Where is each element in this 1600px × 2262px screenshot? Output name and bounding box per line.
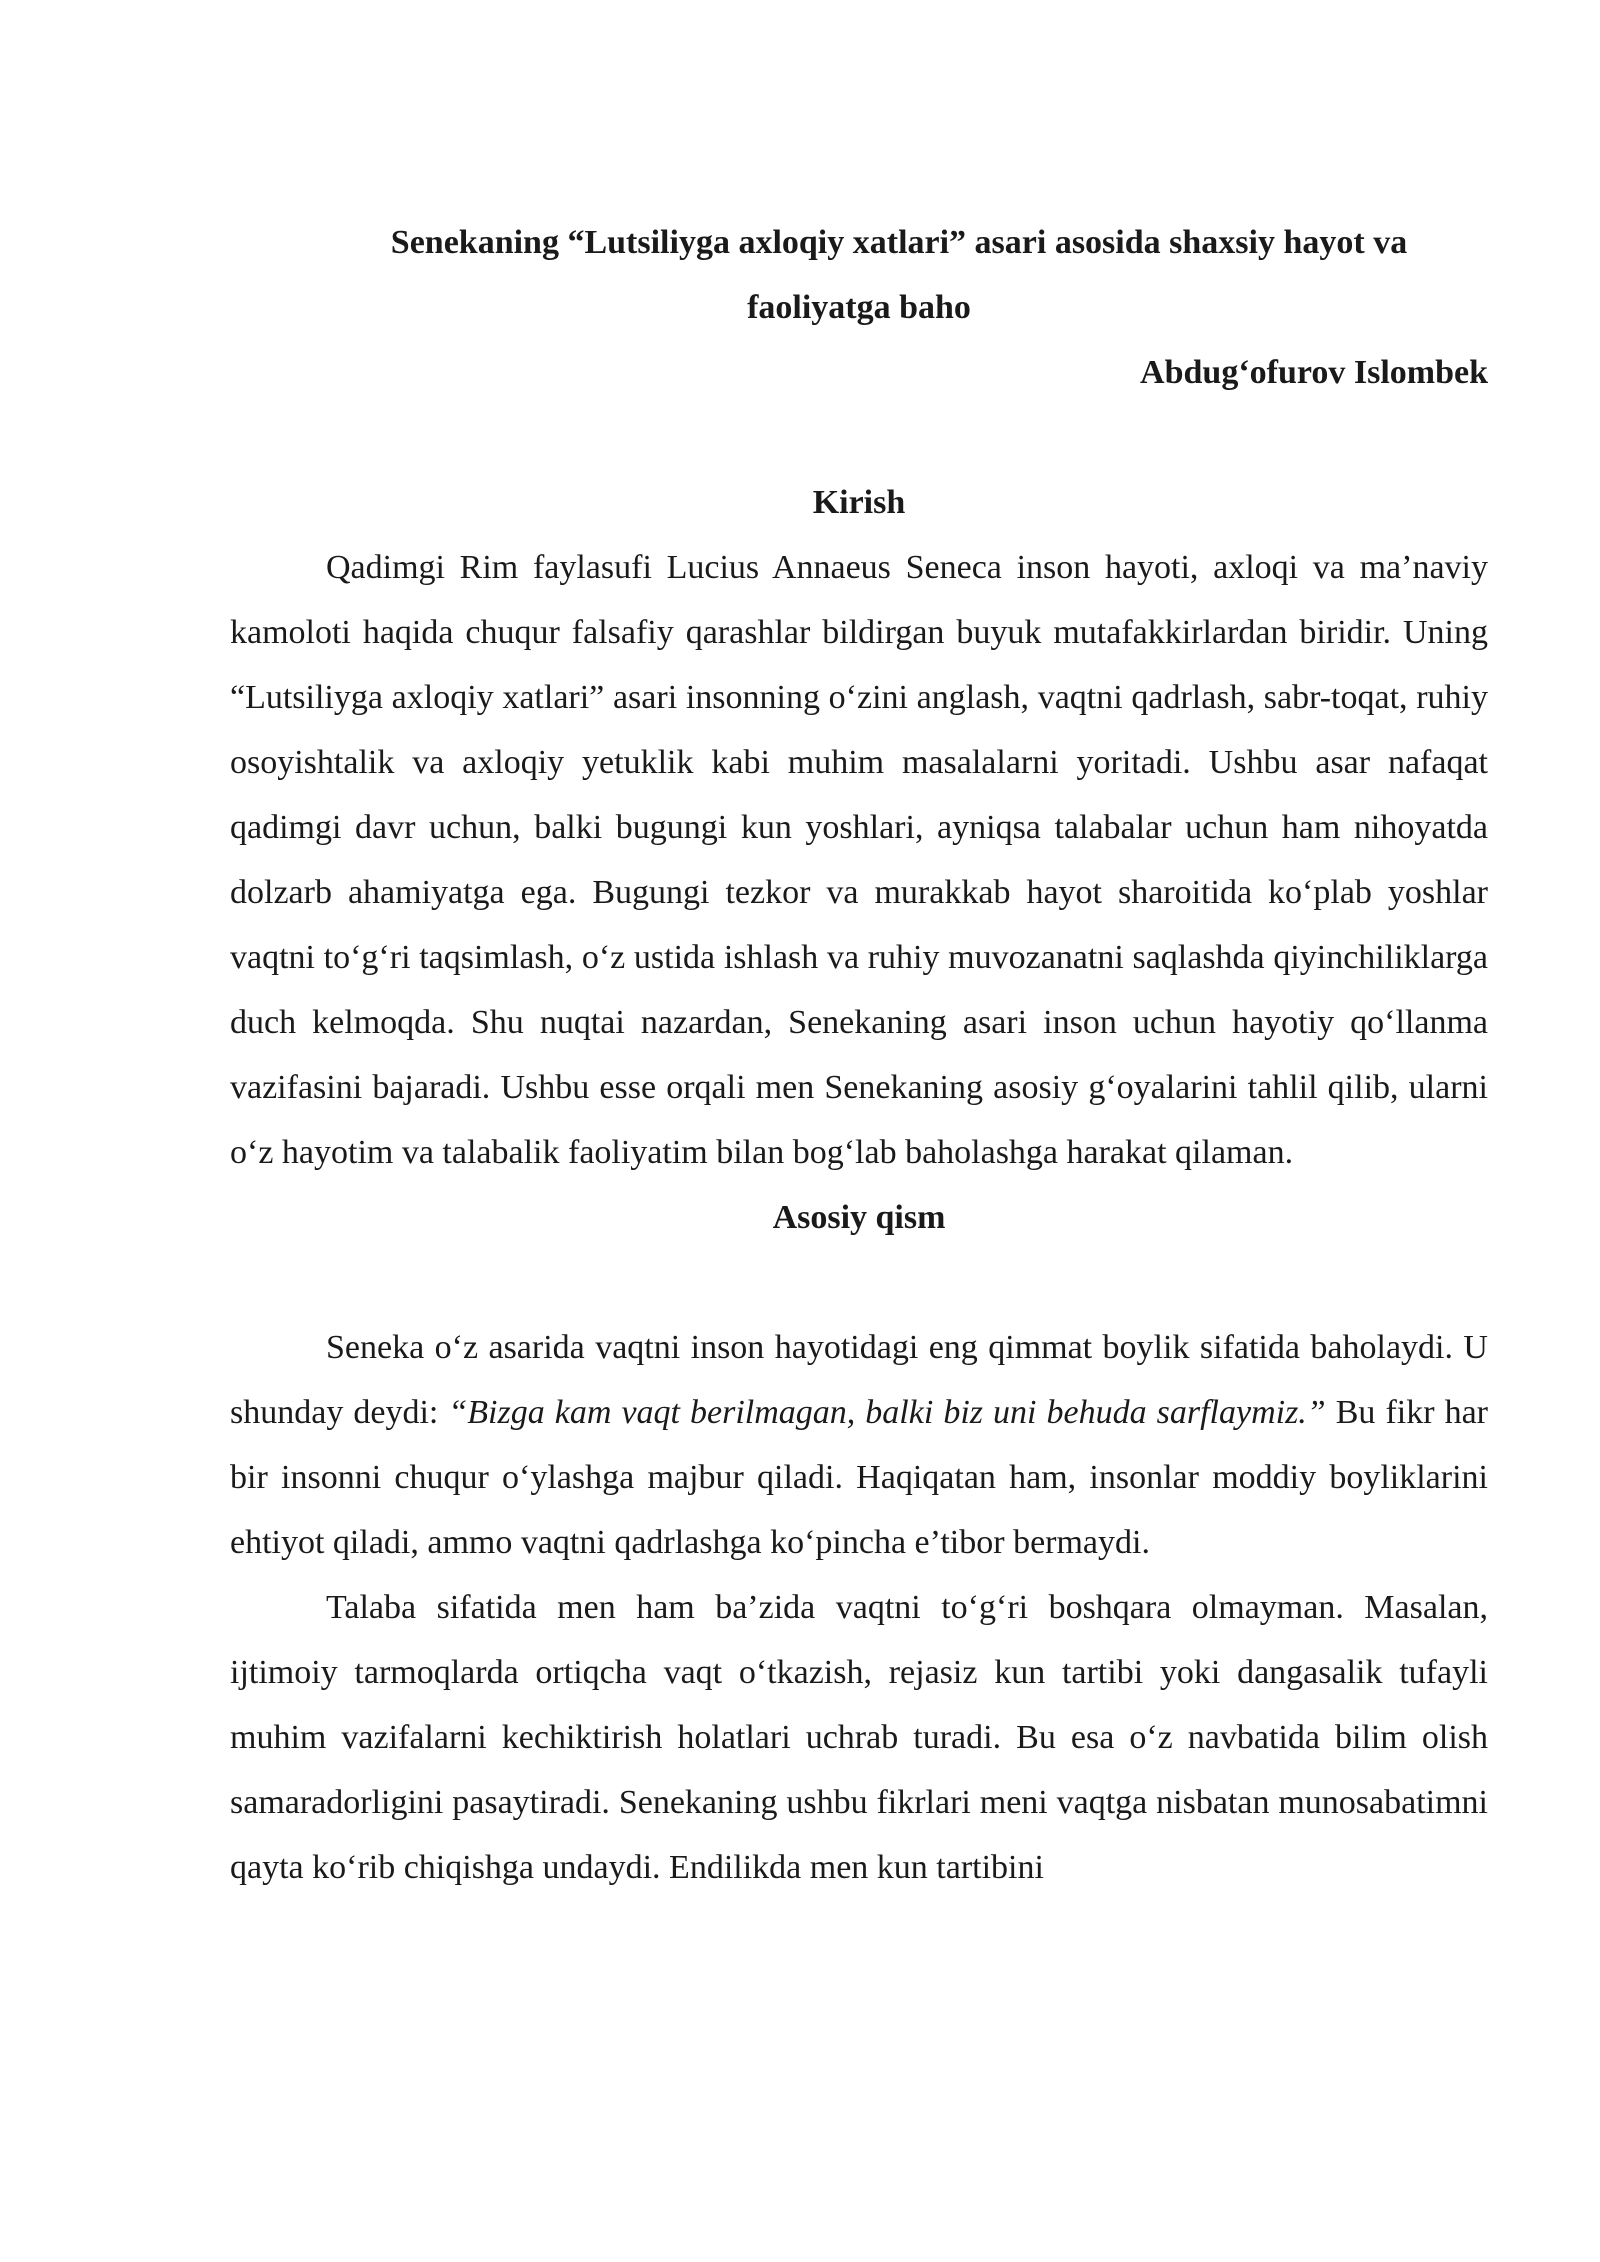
document-title	[230, 210, 1488, 340]
main-paragraph-1-continuation: Bu fikr har bir insonni chuqur o‘ylashga majbur qiladi. Haqiqatan ham, insonlar moddiy boyliklarini ehtiyot qiladi, ammo vaqtni qadrlashga ko‘pincha e’tibor bermaydi.	[230, 1394, 1488, 1561]
author-name: Abdug‘ofurov Islombek	[1140, 354, 1488, 391]
main-paragraph-2: Talaba sifatida men ham ba’zida vaqtni to‘g‘ri boshqara olmayman. Masalan, ijtimoiy tarmoqlarda ortiqcha vaqt o‘tkazish, rejasiz kun tartibi yoki dangasalik tufayli muhim vazifalarni kechiktirish holatlari uchrab turadi. Bu esa o‘z navbatida bilim olish samaradorligini pasaytiradi. Senekaning ushbu fikrlari meni vaqtga nisbatan munosabatimni qayta ko‘rib chiqishga undaydi. Endilikda men kun tartibini	[230, 1589, 1488, 1886]
intro-paragraph: Qadimgi Rim faylasufi Lucius Annaeus Seneca inson hayoti, axloqi va ma’naviy kamoloti haqida chuqur falsafiy qarashlar bildirgan buyuk mutafakkirlardan biridir. Uning “Lutsiliyga axloqiy xatlari” asari insonning o‘zini anglash, vaqtni qadrlash, sabr-toqat, ruhiy osoyishtalik va axloqiy yetuklik kabi muhim masalalarni yoritadi. Ushbu asar nafaqat qadimgi davr uchun, balki bugungi kun yoshlari, ayniqsa talabalar uchun ham nihoyatda dolzarb ahamiyatga ega. Bugungi tezkor va murakkab hayot sharoitida ko‘plab yoshlar vaqtni to‘g‘ri taqsimlash, o‘z ustida ishlash va ruhiy muvozanatni saqlashda qiyinchiliklarga duch kelmoqda. Shu nuqtai nazardan, Senekaning asari inson uchun hayotiy qo‘llanma vazifasini bajaradi. Ushbu esse orqali men Senekaning asosiy g‘oyalarini tahlil qilib, ularni o‘z hayotim va talabalik faoliyatim bilan bog‘lab baholashga harakat qilaman.	[230, 549, 1488, 1171]
title-line-2: faoliyatga baho	[747, 289, 971, 326]
title-line-1: Senekaning “Lutsiliyga axloqiy xatlari” asari asosida shaxsiy hayot va	[390, 224, 1408, 261]
spacer	[230, 1250, 1488, 1315]
seneca-quote: “Bizga kam vaqt berilmagan, balki biz uni behuda sarflaymiz.”	[448, 1394, 1326, 1431]
document-body	[230, 210, 1488, 1900]
main-paragraph-1	[230, 1315, 1488, 1575]
main-heading: Asosiy qism	[772, 1199, 946, 1236]
intro-heading: Kirish	[812, 484, 906, 521]
main-paragraph-1-text: Seneka o‘z asarida vaqtni inson hayotidagi eng qimmat boylik sifatida baholaydi. U shunday deydi:	[230, 1329, 1488, 1431]
